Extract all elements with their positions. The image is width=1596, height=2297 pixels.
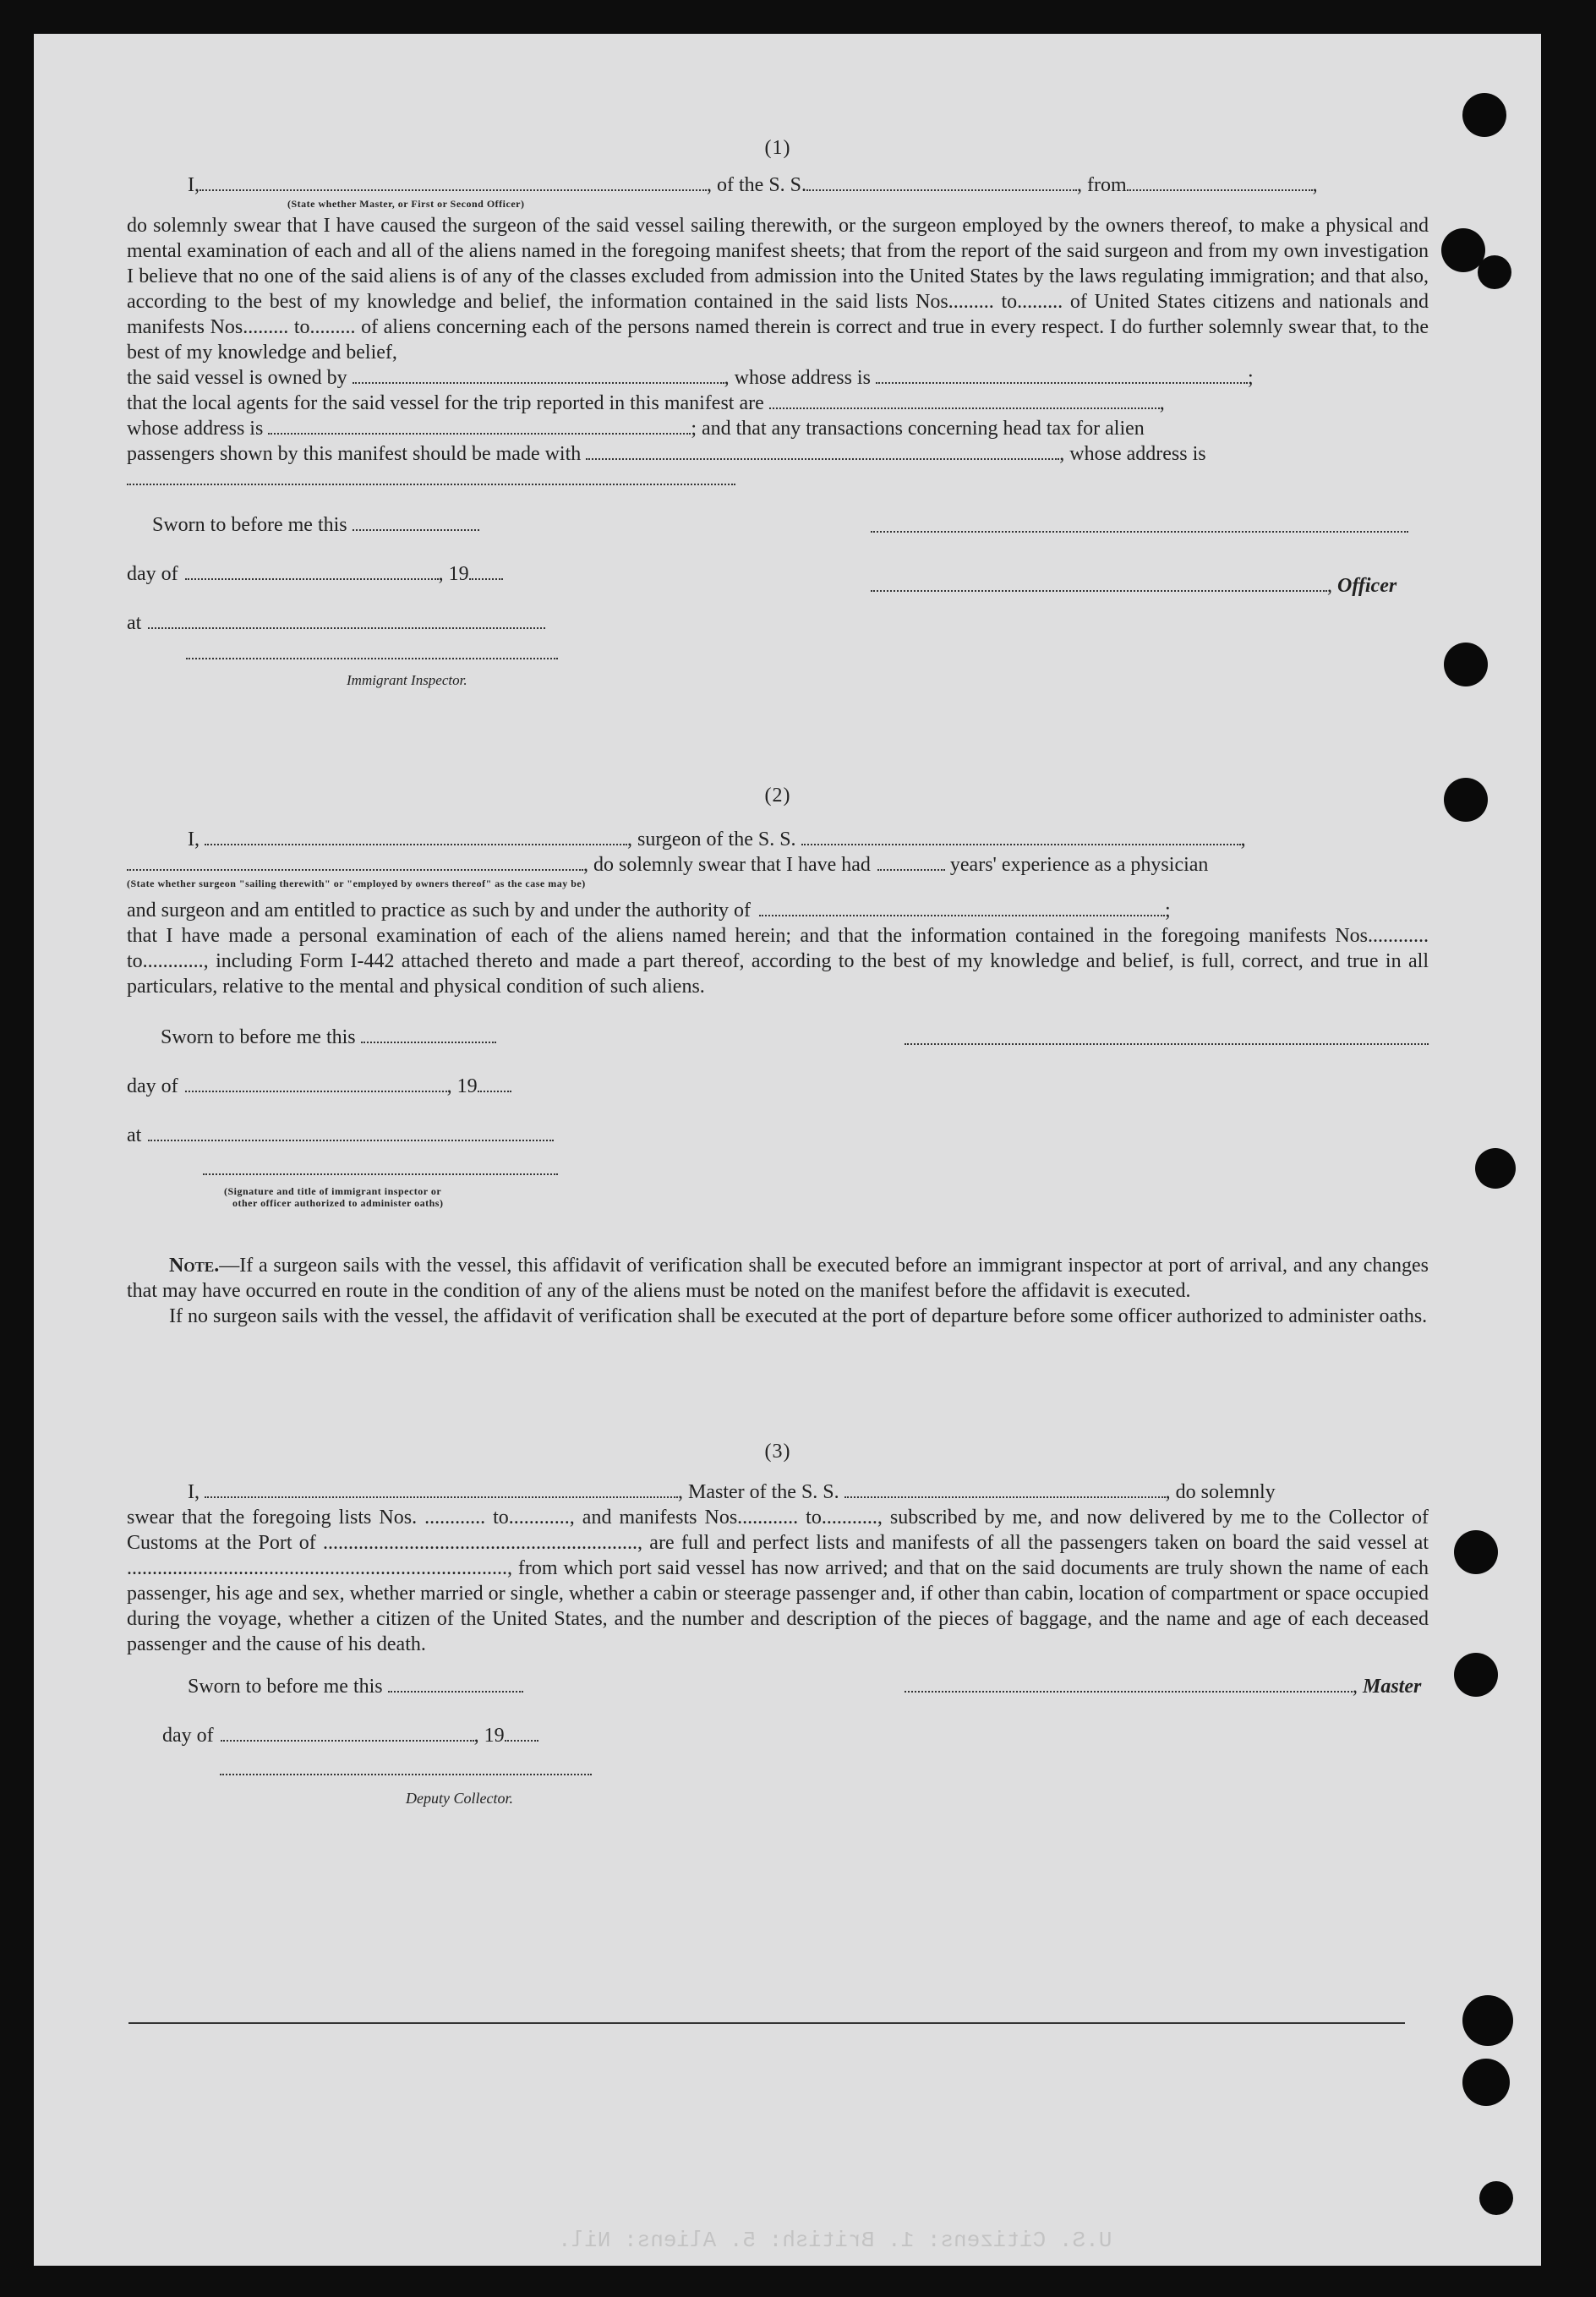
head-tax-address-field[interactable]	[127, 468, 735, 485]
agents-address-field[interactable]	[268, 433, 691, 435]
signature-caption-2: other officer authorized to administer oaths)	[232, 1197, 444, 1209]
sworn-date-field[interactable]	[353, 529, 479, 531]
section-2-line-3: and surgeon and am entitled to practice as such by and under the authority of ;	[127, 900, 1171, 922]
sworn-label: Sworn to before me this	[161, 1026, 356, 1048]
owner-field[interactable]	[353, 382, 724, 384]
master-vessel-field[interactable]	[844, 1496, 1166, 1498]
head-tax-field[interactable]	[586, 458, 1059, 460]
surgeon-status-field[interactable]	[127, 869, 583, 871]
section-2-number: (2)	[764, 785, 791, 807]
sworn-label: Sworn to before me this	[188, 1676, 383, 1698]
punch-hole	[1475, 1148, 1516, 1189]
note-paragraph-2: If no surgeon sails with the vessel, the affidavit of verification shall be executed at the port of departure before some officer authorized to administer oaths.	[169, 1305, 1428, 1327]
at-label: at	[127, 612, 142, 634]
officer-label: Officer	[1337, 575, 1397, 597]
agents-field[interactable]	[769, 407, 1160, 409]
section-2-caption: (State whether surgeon "sailing therewith" or "employed by owners thereof" as the case may be)	[127, 878, 586, 889]
day-field[interactable]	[185, 578, 439, 580]
section-1-caption: (State whether Master, or First or Second Officer)	[287, 198, 525, 210]
agents-line: that the local agents for the said vessel for the trip reported in this manifest are ,	[127, 392, 1165, 414]
at-field[interactable]	[148, 627, 545, 629]
day-label: day of	[127, 1075, 178, 1097]
punch-hole	[1454, 1530, 1498, 1574]
vessel-name-field[interactable]	[806, 189, 1077, 191]
agents-address-line: whose address is ; and that any transactions concerning head tax for alien	[127, 418, 1145, 440]
signature-caption-1: (Signature and title of immigrant inspector or	[224, 1185, 442, 1197]
document-page	[34, 34, 1541, 2266]
at-field[interactable]	[148, 1140, 554, 1141]
bottom-rule	[128, 2022, 1405, 2024]
authority-field[interactable]	[759, 915, 1165, 916]
section-1-body: do solemnly swear that I have caused the surgeon of the said vessel sailing therewith, or the surgeon employed by the owners thereof, to make a physical and mental examination of each and all of the aliens named in the foregoing manifest sheets; that from the report of the said surgeon and from my own investigation I believe that no one of the said aliens is of any of the classes excluded from admission into the United States by the laws regulating immigration; and that also, according to the best of my knowledge and belief, the information contained in the said lists Nos......... to......... of United States citizens and nationals and manifests Nos......... to......... of aliens concerning each of the persons named therein is correct and true in every respect. I do further solemnly swear that, to the best of my knowledge and belief,	[127, 215, 1429, 364]
section-2-body: that I have made a personal examination of each of the aliens named herein; and that the information contained in the foregoing manifests Nos............ to............, including Form I-442 attached thereto and made a part thereof, according to the best of my knowledge and belief, is full, correct, and true in all particulars, relative to the mental and physical condition of such aliens.	[127, 925, 1429, 998]
surgeon-name-field[interactable]	[205, 844, 627, 845]
note-paragraph: Note.—If a surgeon sails with the vessel, this affidavit of verification shall be executed before an immigrant inspector at port of arrival, and any changes that may have occurred en route in the condition of any of the aliens must be noted on the manifest before the affidavit is executed.	[127, 1255, 1429, 1302]
punch-hole	[1478, 255, 1511, 289]
affidavit-content	[127, 135, 1429, 1843]
day-label: day of	[127, 563, 178, 585]
sworn-date-field[interactable]	[361, 1042, 496, 1043]
day-field[interactable]	[185, 1091, 447, 1092]
sworn-label: Sworn to before me this	[152, 514, 347, 536]
day-field[interactable]	[221, 1740, 474, 1742]
section-3-line-1: I, , Master of the S. S. , do solemnly	[188, 1481, 1276, 1503]
sworn-date-field[interactable]	[388, 1691, 523, 1693]
punch-hole	[1462, 2059, 1510, 2106]
surgeon-signature-field[interactable]	[905, 1025, 1429, 1045]
section-2-sworn: Sworn to before me this day of , 19 at (Signature and title of immigrant inspector or other officer authorized to administer oaths)	[127, 1025, 1429, 1253]
inspector-caption: Immigrant Inspector.	[347, 672, 467, 688]
inspector-signature-field[interactable]	[186, 636, 558, 659]
collector-signature-field[interactable]	[220, 1748, 592, 1775]
officer-signature-field[interactable]	[871, 590, 1327, 592]
section-1-line-1: I, , of the S. S. , from ,	[188, 174, 1318, 196]
section-1-number: (1)	[764, 137, 791, 159]
punch-hole	[1462, 93, 1506, 137]
punch-hole	[1444, 778, 1488, 822]
day-label: day of	[162, 1725, 214, 1747]
at-label: at	[127, 1124, 142, 1146]
master-signature-field[interactable]	[905, 1691, 1353, 1693]
master-label: Master	[1363, 1676, 1422, 1698]
from-port-field[interactable]	[1127, 189, 1313, 191]
owner-address-field[interactable]	[876, 382, 1248, 384]
section-3-number: (3)	[764, 1441, 791, 1463]
section-2-line-1: I, , surgeon of the S. S. ,	[188, 829, 1246, 850]
section-1-sworn: Sworn to before me this day of , 19 at Immigrant Inspector. , Officer	[127, 512, 1429, 724]
section-2-line-2: , do solemnly swear that I have had years' experience as a physician	[127, 852, 1429, 878]
bleed-through-bottom: U.S. Citizens: 1. British: 5. Aliens: Nil.	[558, 2228, 1112, 2253]
master-name-field[interactable]	[205, 1496, 678, 1498]
officer-signature-field[interactable]	[203, 1148, 558, 1175]
surgeon-vessel-field[interactable]	[801, 844, 1241, 845]
officer-signature-line-1[interactable]	[871, 512, 1408, 533]
section-3-body: swear that the foregoing lists Nos. ............ to............, and manifests Nos............ to..........., subscribed by me, and now delivered by me to the Collector of Customs at the Port of .............................................................., are full and perfect lists and manifests of all the passengers taken on board the said vessel at ..........................................................................., from which port said vessel has now arrived; and that on the said documents are truly shown the name of each passenger, his age and sex, whether married or single, whether a cabin or steerage passenger and, if other than cabin, location of compartment or space occupied during the voyage, whether a citizen of the United States, and the number and description of the pieces of baggage, and the name and age of each deceased passenger and the cause of his death.	[127, 1507, 1429, 1655]
punch-hole	[1462, 1995, 1513, 2046]
year-field[interactable]	[505, 1740, 538, 1742]
punch-hole	[1454, 1653, 1498, 1697]
year-field[interactable]	[478, 1091, 511, 1092]
years-field[interactable]	[877, 869, 945, 871]
year-field[interactable]	[469, 578, 503, 580]
section-3-sworn: Sworn to before me this day of , 19 Deputy Collector. , Master	[127, 1674, 1429, 1843]
officer-name-field[interactable]	[200, 189, 707, 191]
punch-hole	[1444, 643, 1488, 686]
owned-line: the said vessel is owned by , whose address is ;	[127, 367, 1254, 389]
punch-hole	[1479, 2181, 1513, 2215]
collector-caption: Deputy Collector.	[406, 1790, 513, 1807]
passengers-line: passengers shown by this manifest should be made with , whose address is	[127, 443, 1206, 465]
